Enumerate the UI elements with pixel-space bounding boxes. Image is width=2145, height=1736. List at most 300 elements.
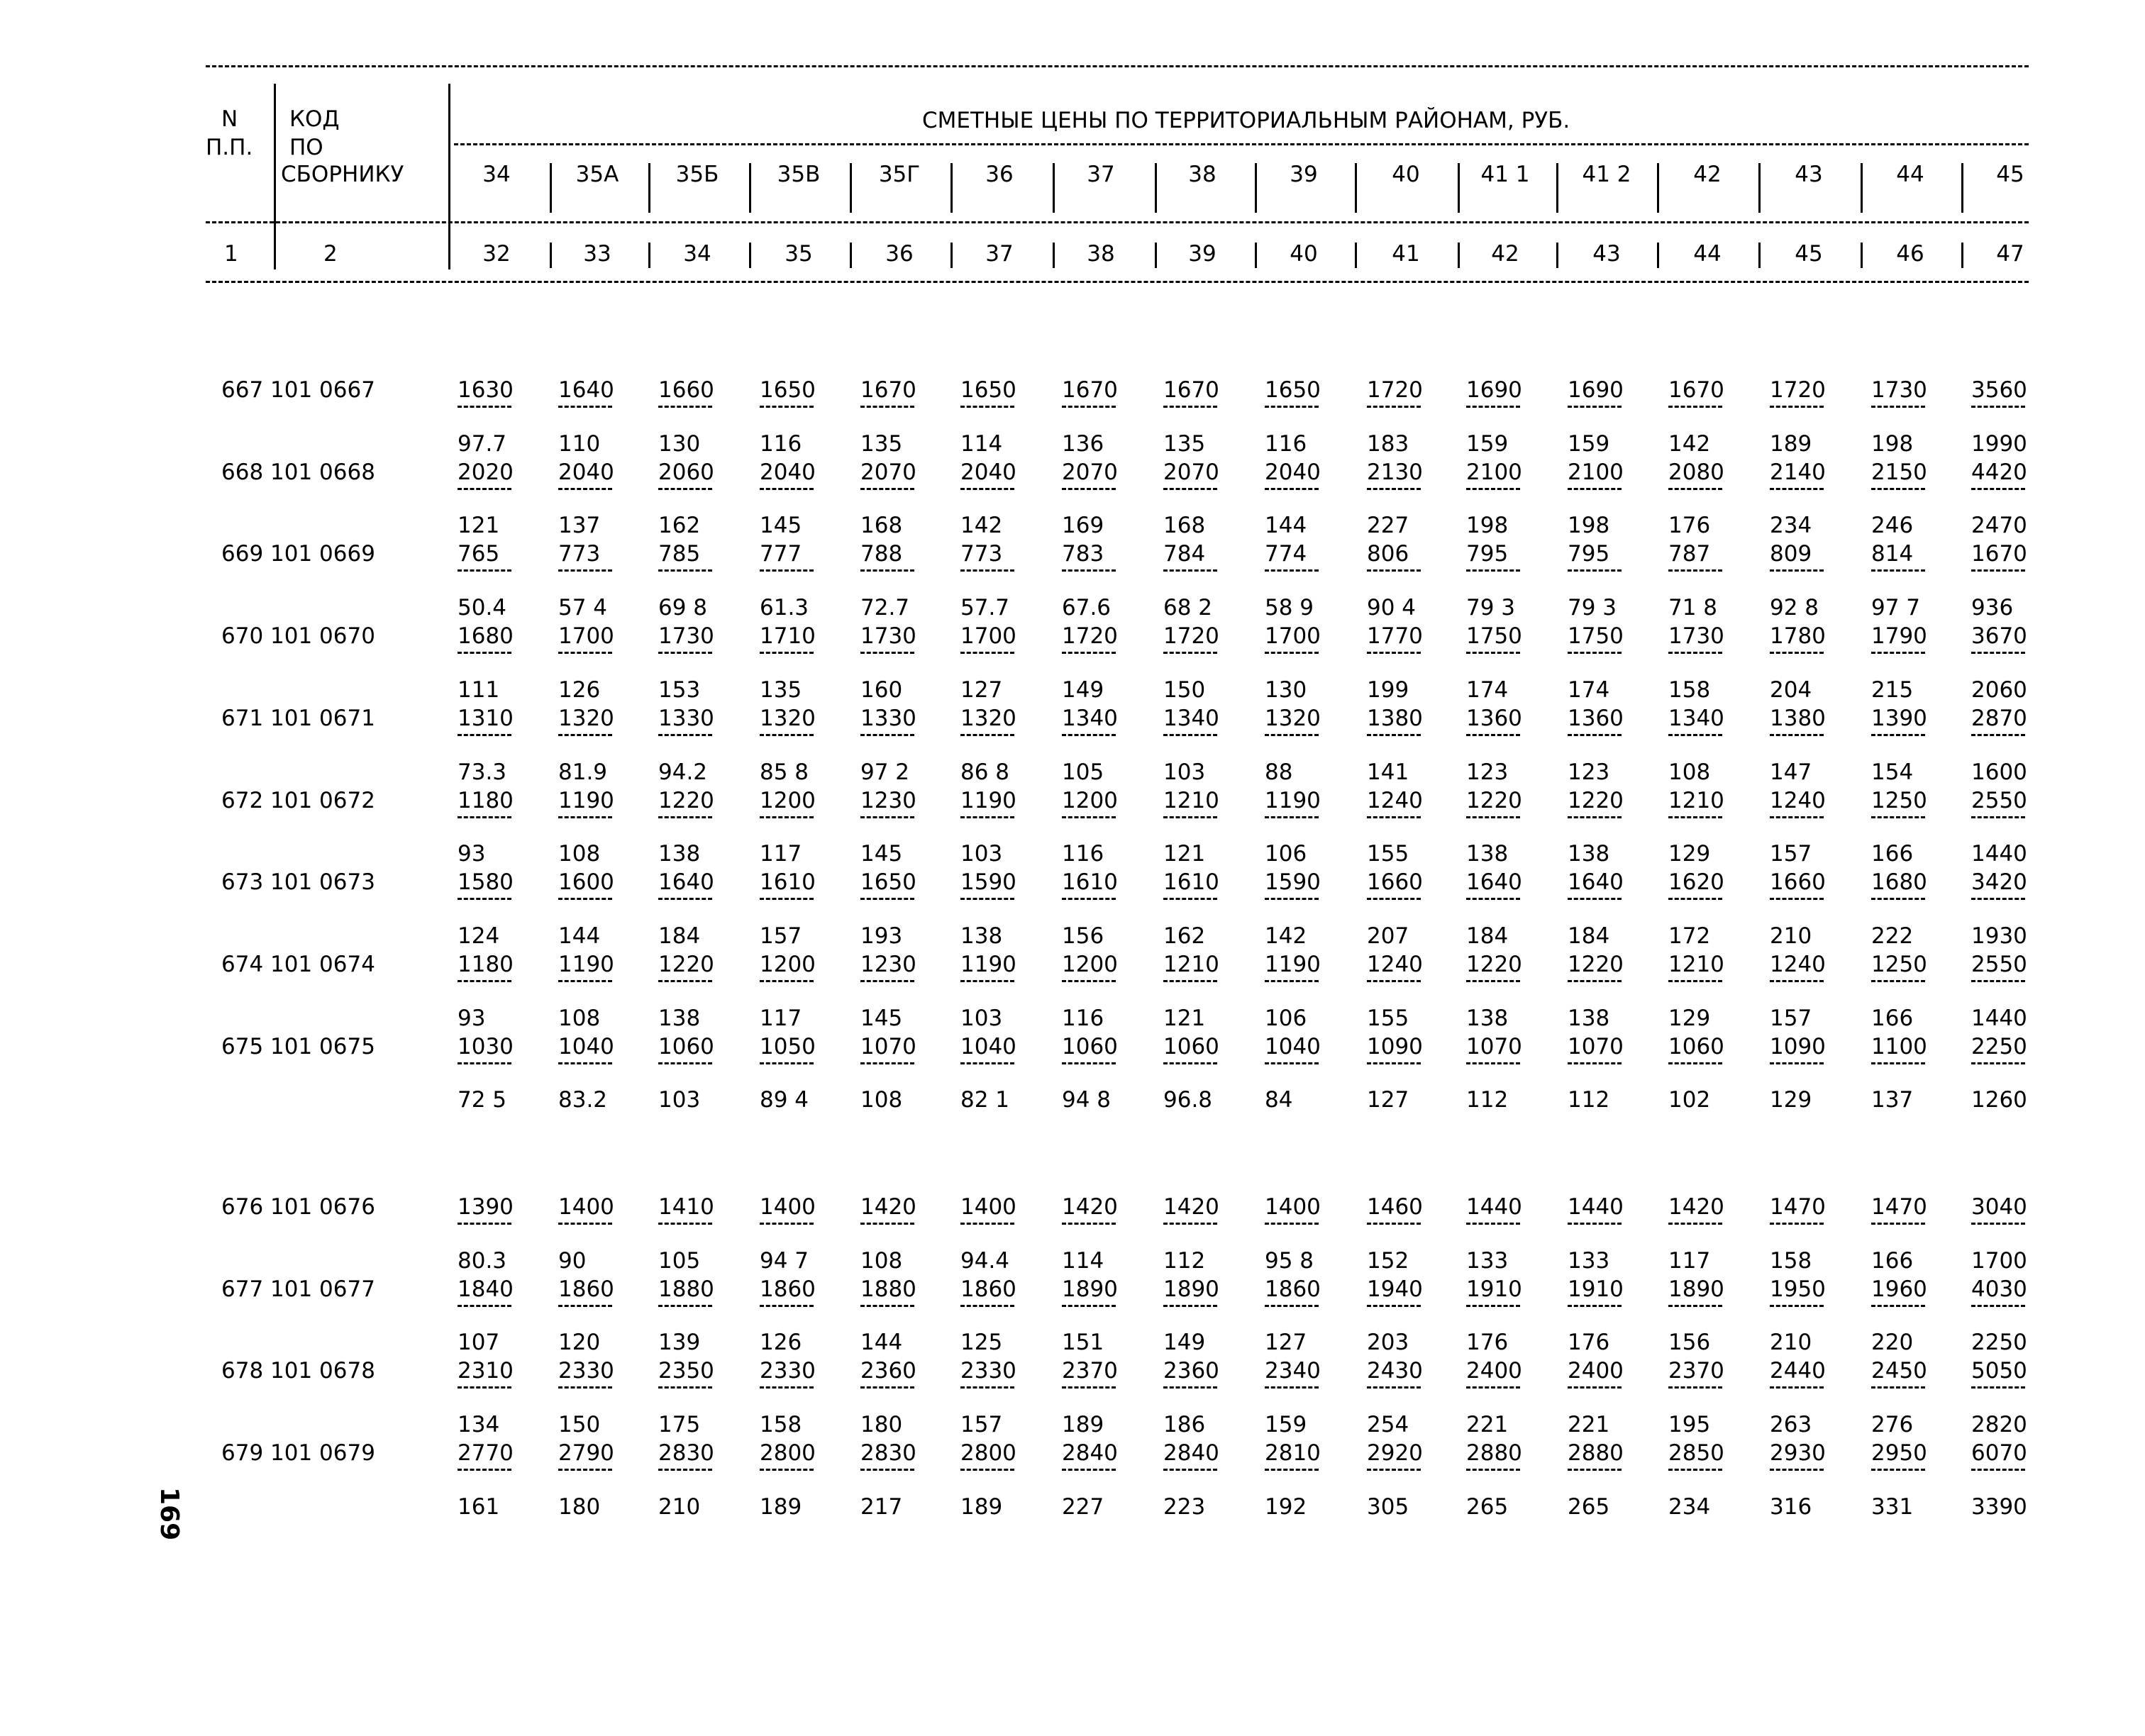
row-id: 674 101 0674: [221, 951, 375, 977]
fraction-line: [1466, 1386, 1520, 1389]
fraction-line: [1265, 1305, 1319, 1307]
fraction-line: [1668, 1305, 1722, 1307]
fraction-line: [1971, 980, 2025, 982]
divider-region-14: [1961, 163, 1963, 213]
price-cell: 159: [1466, 430, 1509, 457]
row-id: 667 101 0667: [221, 377, 375, 403]
fraction-line: [558, 1305, 612, 1307]
fraction-line: [558, 898, 612, 900]
fraction-line: [1770, 816, 1824, 818]
price-cell: 774: [1265, 541, 1307, 567]
price-cell: 2370: [1062, 1358, 1118, 1384]
price-cell: 220: [1871, 1330, 1914, 1356]
price-cell: 2140: [1770, 459, 1826, 485]
price-cell: 2840: [1163, 1440, 1219, 1467]
fraction-line: [1568, 406, 1622, 408]
column-number-15: 47: [1996, 241, 2024, 267]
price-cell: 1750: [1568, 623, 1624, 650]
price-cell: 126: [760, 1330, 802, 1356]
fraction-line: [1770, 734, 1824, 736]
rule-under-region-names: [206, 221, 2029, 223]
price-cell: 2040: [760, 459, 816, 485]
fraction-line: [960, 406, 1014, 408]
price-cell: 1930: [1971, 923, 2027, 949]
price-cell: 166: [1871, 841, 1914, 867]
price-cell: 121: [1163, 841, 1206, 867]
price-cell: 1390: [458, 1194, 514, 1220]
fraction-line: [558, 734, 612, 736]
price-cell: 1720: [1062, 623, 1118, 650]
row-id: 669 101 0669: [221, 541, 375, 567]
price-cell: 1590: [960, 869, 1016, 896]
fraction-line: [658, 406, 712, 408]
price-cell: 1030: [458, 1033, 514, 1059]
price-cell: 1400: [760, 1194, 816, 1220]
price-cell: 176: [1466, 1330, 1509, 1356]
region-header-5: 36: [985, 162, 1014, 187]
price-cell: 1210: [1668, 951, 1724, 977]
price-cell: 1060: [1163, 1033, 1219, 1059]
price-cell: 175: [658, 1412, 701, 1438]
price-cell: 1940: [1367, 1276, 1423, 1302]
price-cell: 1180: [458, 951, 514, 977]
price-cell: 138: [1466, 841, 1509, 867]
price-cell: 6070: [1971, 1440, 2027, 1467]
price-cell: 785: [658, 541, 701, 567]
fraction-line: [760, 1386, 814, 1389]
fraction-line: [658, 1469, 712, 1471]
fraction-line: [1668, 406, 1722, 408]
price-cell: 166: [1871, 1005, 1914, 1031]
price-cell: 1730: [860, 623, 916, 650]
price-cell: 773: [960, 541, 1003, 567]
price-cell: 1390: [1871, 705, 1927, 731]
fraction-line: [1466, 488, 1520, 490]
fraction-line: [1265, 1062, 1319, 1064]
fraction-line: [458, 816, 511, 818]
price-cell: 1200: [760, 951, 816, 977]
price-cell: 316: [1770, 1493, 1812, 1520]
fraction-line: [1568, 1062, 1622, 1064]
price-cell: 1910: [1568, 1276, 1624, 1302]
price-cell: 1710: [760, 623, 816, 650]
region-header-14: 44: [1896, 162, 1924, 187]
fraction-line: [860, 652, 914, 654]
price-cell: 117: [760, 841, 802, 867]
fraction-line: [1466, 734, 1520, 736]
price-cell: 806: [1367, 541, 1409, 567]
fraction-line: [960, 488, 1014, 490]
price-cell: 2040: [1265, 459, 1321, 485]
price-cell: 50.4: [458, 595, 507, 621]
price-cell: 1440: [1466, 1194, 1522, 1220]
price-cell: 174: [1466, 677, 1509, 703]
fraction-line: [960, 980, 1014, 982]
price-cell: 106: [1265, 841, 1307, 867]
price-cell: 114: [960, 430, 1003, 457]
price-cell: 1440: [1971, 841, 2027, 867]
price-cell: 1040: [960, 1033, 1016, 1059]
region-header-12: 42: [1693, 162, 1722, 187]
price-cell: 1460: [1367, 1194, 1423, 1220]
price-cell: 1340: [1668, 705, 1724, 731]
fraction-line: [1163, 734, 1217, 736]
price-cell: 1260: [1971, 1087, 2027, 1113]
fraction-line: [1871, 1223, 1925, 1225]
price-cell: 121: [458, 513, 500, 539]
region-header-9: 40: [1392, 162, 1420, 187]
price-cell: 193: [860, 923, 903, 949]
price-cell: 97.7: [458, 430, 507, 457]
price-cell: 773: [558, 541, 601, 567]
row-id: 676 101 0676: [221, 1194, 375, 1220]
row-id: 677 101 0677: [221, 1276, 375, 1302]
price-cell: 150: [1163, 677, 1206, 703]
price-cell: 1410: [658, 1194, 714, 1220]
column-number-14: 46: [1896, 241, 1924, 267]
price-cell: 1310: [458, 705, 514, 731]
price-cell: 108: [1668, 759, 1711, 785]
fraction-line: [1568, 980, 1622, 982]
header-sborniku: СБОРНИКУ: [281, 162, 404, 187]
price-cell: 1860: [1265, 1276, 1321, 1302]
price-cell: 138: [658, 841, 701, 867]
fraction-line: [458, 569, 511, 572]
price-cell: 116: [1062, 1005, 1104, 1031]
price-cell: 1210: [1668, 787, 1724, 813]
price-cell: 2250: [1971, 1330, 2027, 1356]
price-cell: 93: [458, 841, 486, 867]
fraction-line: [1871, 406, 1925, 408]
price-cell: 1180: [458, 787, 514, 813]
fraction-line: [658, 898, 712, 900]
price-cell: 184: [1466, 923, 1509, 949]
fraction-line: [1770, 1305, 1824, 1307]
price-cell: 149: [1062, 677, 1104, 703]
price-cell: 1960: [1871, 1276, 1927, 1302]
price-cell: 159: [1568, 430, 1610, 457]
price-cell: 186: [1163, 1412, 1206, 1438]
fraction-line: [760, 1469, 814, 1471]
price-cell: 1580: [458, 869, 514, 896]
fraction-line: [1367, 980, 1421, 982]
fraction-line: [1971, 569, 2025, 572]
price-cell: 210: [658, 1493, 701, 1520]
price-cell: 129: [1770, 1087, 1812, 1113]
row-id: 675 101 0675: [221, 1033, 375, 1059]
row-id: 671 101 0671: [221, 705, 375, 731]
price-cell: 162: [1163, 923, 1206, 949]
price-cell: 222: [1871, 923, 1914, 949]
price-cell: 2880: [1568, 1440, 1624, 1467]
price-cell: 1220: [1568, 951, 1624, 977]
price-cell: 3040: [1971, 1194, 2027, 1220]
fraction-line: [458, 652, 511, 654]
fraction-line: [1367, 1305, 1421, 1307]
fraction-line: [1163, 816, 1217, 818]
fraction-line: [1568, 569, 1622, 572]
price-cell: 1730: [658, 623, 714, 650]
divider-number-9: [1458, 243, 1460, 268]
price-cell: 1210: [1163, 951, 1219, 977]
price-cell: 2070: [860, 459, 916, 485]
column-number-3: 35: [785, 241, 813, 267]
fraction-line: [760, 734, 814, 736]
fraction-line: [1770, 652, 1824, 654]
header-num-2: 2: [323, 241, 338, 267]
divider-region-8: [1355, 163, 1357, 213]
price-cell: 221: [1466, 1412, 1509, 1438]
fraction-line: [1466, 1223, 1520, 1225]
price-cell: 2770: [458, 1440, 514, 1467]
price-cell: 1070: [860, 1033, 916, 1059]
column-number-4: 36: [885, 241, 914, 267]
fraction-line: [1163, 1223, 1217, 1225]
price-cell: 1400: [1265, 1194, 1321, 1220]
price-cell: 1060: [1062, 1033, 1118, 1059]
price-cell: 1220: [658, 951, 714, 977]
price-cell: 2470: [1971, 513, 2027, 539]
divider-code: [448, 84, 450, 269]
fraction-line: [1770, 1386, 1824, 1389]
fraction-line: [1062, 652, 1116, 654]
column-number-6: 38: [1087, 241, 1115, 267]
price-cell: 227: [1062, 1493, 1104, 1520]
row-id: 679 101 0679: [221, 1440, 375, 1467]
fraction-line: [1062, 1223, 1116, 1225]
price-cell: 1230: [860, 951, 916, 977]
price-cell: 2340: [1265, 1358, 1321, 1384]
price-cell: 2080: [1668, 459, 1724, 485]
header-title: СМЕТНЫЕ ЦЕНЫ ПО ТЕРРИТОРИАЛЬНЫМ РАЙОНАМ, РУБ.: [922, 108, 1570, 133]
fraction-line: [1466, 980, 1520, 982]
price-cell: 1330: [658, 705, 714, 731]
price-cell: 2930: [1770, 1440, 1826, 1467]
price-cell: 1250: [1871, 787, 1927, 813]
fraction-line: [1163, 488, 1217, 490]
price-cell: 198: [1871, 430, 1914, 457]
fraction-line: [1466, 898, 1520, 900]
fraction-line: [960, 1062, 1014, 1064]
fraction-line: [1971, 406, 2025, 408]
price-cell: 1190: [558, 787, 614, 813]
price-cell: 169: [1062, 513, 1104, 539]
fraction-line: [1062, 980, 1116, 982]
fraction-line: [1668, 1386, 1722, 1389]
fraction-line: [1466, 569, 1520, 572]
price-cell: 68 2: [1163, 595, 1213, 621]
fraction-line: [558, 569, 612, 572]
fraction-line: [1062, 1062, 1116, 1064]
fraction-line: [558, 980, 612, 982]
price-cell: 108: [558, 1005, 601, 1031]
row-id: 670 101 0670: [221, 623, 375, 650]
fraction-line: [1367, 488, 1421, 490]
price-cell: 86 8: [960, 759, 1010, 785]
price-cell: 787: [1668, 541, 1711, 567]
fraction-line: [760, 569, 814, 572]
rule-under-title: [454, 143, 2029, 145]
price-cell: 1660: [1367, 869, 1423, 896]
row-id: 678 101 0678: [221, 1358, 375, 1384]
price-cell: 2330: [960, 1358, 1016, 1384]
fraction-line: [1062, 734, 1116, 736]
price-cell: 176: [1568, 1330, 1610, 1356]
region-header-0: 34: [482, 162, 511, 187]
price-cell: 161: [458, 1493, 500, 1520]
price-cell: 1640: [1568, 869, 1624, 896]
column-number-5: 37: [985, 241, 1014, 267]
price-cell: 234: [1668, 1493, 1711, 1520]
fraction-line: [1163, 980, 1217, 982]
price-cell: 207: [1367, 923, 1409, 949]
fraction-line: [1367, 652, 1421, 654]
price-cell: 130: [1265, 677, 1307, 703]
price-cell: 159: [1265, 1412, 1307, 1438]
price-cell: 2060: [658, 459, 714, 485]
price-cell: 90: [558, 1247, 587, 1274]
divider-number-7: [1255, 243, 1257, 268]
price-cell: 180: [558, 1493, 601, 1520]
divider-n: [274, 84, 276, 269]
price-cell: 1700: [1265, 623, 1321, 650]
price-cell: 153: [658, 677, 701, 703]
fraction-line: [1062, 1386, 1116, 1389]
price-cell: 108: [860, 1087, 903, 1113]
price-cell: 203: [1367, 1330, 1409, 1356]
fraction-line: [1568, 1386, 1622, 1389]
price-cell: 1210: [1163, 787, 1219, 813]
fraction-line: [960, 1386, 1014, 1389]
price-cell: 145: [760, 513, 802, 539]
price-cell: 162: [658, 513, 701, 539]
price-cell: 1720: [1770, 377, 1826, 403]
price-cell: 168: [860, 513, 903, 539]
fraction-line: [960, 816, 1014, 818]
price-cell: 116: [760, 430, 802, 457]
price-cell: 210: [1770, 1330, 1812, 1356]
price-cell: 2400: [1568, 1358, 1624, 1384]
price-cell: 94.2: [658, 759, 708, 785]
region-header-1: 35А: [575, 162, 619, 187]
fraction-line: [658, 734, 712, 736]
price-cell: 73.3: [458, 759, 507, 785]
price-cell: 79 3: [1466, 595, 1516, 621]
price-cell: 1860: [558, 1276, 614, 1302]
price-cell: 1670: [1163, 377, 1219, 403]
price-cell: 1840: [458, 1276, 514, 1302]
price-cell: 195: [1668, 1412, 1711, 1438]
price-cell: 1190: [1265, 951, 1321, 977]
price-cell: 2150: [1871, 459, 1927, 485]
price-cell: 1190: [558, 951, 614, 977]
price-cell: 1610: [760, 869, 816, 896]
price-cell: 1880: [860, 1276, 916, 1302]
fraction-line: [1668, 488, 1722, 490]
fraction-line: [1466, 406, 1520, 408]
fraction-line: [760, 652, 814, 654]
price-cell: 166: [1871, 1247, 1914, 1274]
fraction-line: [960, 569, 1014, 572]
price-cell: 2880: [1466, 1440, 1522, 1467]
price-cell: 2840: [1062, 1440, 1118, 1467]
divider-number-13: [1861, 243, 1863, 268]
price-cell: 234: [1770, 513, 1812, 539]
fraction-line: [1265, 569, 1319, 572]
fraction-line: [458, 734, 511, 736]
price-cell: 79 3: [1568, 595, 1617, 621]
price-cell: 69 8: [658, 595, 708, 621]
price-cell: 2040: [558, 459, 614, 485]
price-cell: 2330: [760, 1358, 816, 1384]
fraction-line: [1871, 488, 1925, 490]
fraction-line: [658, 1386, 712, 1389]
divider-number-2: [749, 243, 751, 268]
price-cell: 2070: [1062, 459, 1118, 485]
price-cell: 1200: [760, 787, 816, 813]
fraction-line: [558, 652, 612, 654]
fraction-line: [1265, 898, 1319, 900]
price-cell: 1240: [1770, 951, 1826, 977]
fraction-line: [760, 1223, 814, 1225]
fraction-line: [1265, 1469, 1319, 1471]
fraction-line: [1265, 406, 1319, 408]
price-cell: 103: [960, 841, 1003, 867]
fraction-line: [1265, 734, 1319, 736]
price-cell: 145: [860, 1005, 903, 1031]
price-cell: 150: [558, 1412, 601, 1438]
price-cell: 2360: [860, 1358, 916, 1384]
price-cell: 1440: [1971, 1005, 2027, 1031]
fraction-line: [1871, 652, 1925, 654]
divider-region-11: [1657, 163, 1659, 213]
price-cell: 84: [1265, 1087, 1293, 1113]
fraction-line: [1367, 406, 1421, 408]
fraction-line: [458, 1469, 511, 1471]
fraction-line: [458, 1062, 511, 1064]
price-cell: 58 9: [1265, 595, 1314, 621]
fraction-line: [1668, 1223, 1722, 1225]
price-cell: 1650: [860, 869, 916, 896]
price-cell: 814: [1871, 541, 1914, 567]
fraction-line: [1568, 816, 1622, 818]
fraction-line: [558, 488, 612, 490]
price-cell: 90 4: [1367, 595, 1417, 621]
price-cell: 2440: [1770, 1358, 1826, 1384]
price-cell: 1070: [1466, 1033, 1522, 1059]
price-cell: 3390: [1971, 1493, 2027, 1520]
price-cell: 103: [960, 1005, 1003, 1031]
price-cell: 2800: [960, 1440, 1016, 1467]
price-cell: 144: [860, 1330, 903, 1356]
price-cell: 1040: [558, 1033, 614, 1059]
price-cell: 152: [1367, 1247, 1409, 1274]
price-cell: 149: [1163, 1330, 1206, 1356]
fraction-line: [1668, 898, 1722, 900]
price-cell: 2130: [1367, 459, 1423, 485]
price-cell: 2790: [558, 1440, 614, 1467]
fraction-line: [860, 1062, 914, 1064]
price-cell: 108: [558, 841, 601, 867]
price-cell: 120: [558, 1330, 601, 1356]
price-cell: 204: [1770, 677, 1812, 703]
fraction-line: [458, 406, 511, 408]
price-cell: 1200: [1062, 787, 1118, 813]
price-cell: 1650: [960, 377, 1016, 403]
fraction-line: [1062, 406, 1116, 408]
divider-number-8: [1355, 243, 1357, 268]
price-cell: 1670: [860, 377, 916, 403]
